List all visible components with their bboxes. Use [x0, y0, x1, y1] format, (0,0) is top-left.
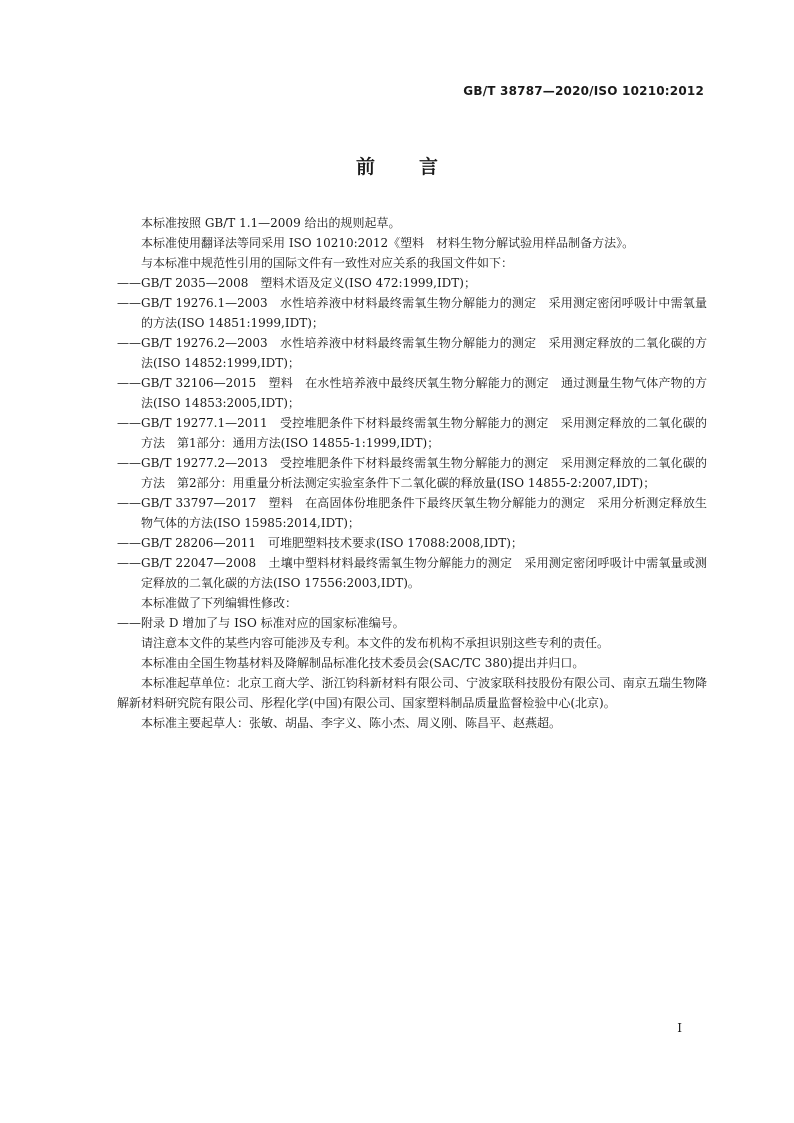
- document-body: [117, 213, 707, 733]
- paragraph-committee: 本标准由全国生物基材料及降解制品标准化技术委员会(SAC/TC 380)提出并归口。: [141, 656, 585, 670]
- reference-item: ——GB/T 28206—2011 可堆肥塑料技术要求(ISO 17088:2008,IDT)；: [117, 536, 523, 550]
- page-number: I: [677, 1021, 682, 1035]
- edit-item: ——附录 D 增加了与 ISO 标准对应的国家标准编号。: [117, 616, 405, 630]
- paragraph-drafting-units: 本标准起草单位：北京工商大学、浙江钧科新材料有限公司、宁波家联科技股份有限公司、南京五瑞生物降解新材料研究院有限公司、彤程化学(中国)有限公司、国家塑料制品质量监督检验中心(北京)。: [117, 676, 707, 710]
- reference-item: ——GB/T 33797—2017 塑料 在高固体份堆肥条件下最终厌氧生物分解能力的测定 采用分析测定释放生物气体的方法(ISO 15985:2014,IDT)；: [117, 496, 707, 530]
- paragraph-adoption: 本标准使用翻译法等同采用 ISO 10210:2012《塑料 材料生物分解试验用样品制备方法》。: [141, 236, 635, 250]
- paragraph-patent-notice: 请注意本文件的某些内容可能涉及专利。本文件的发布机构不承担识别这些专利的责任。: [141, 636, 610, 650]
- page-title: 前言: [355, 156, 482, 178]
- reference-item: ——GB/T 2035—2008 塑料术语及定义(ISO 472:1999,IDT)；: [117, 276, 476, 290]
- reference-item: ——GB/T 19277.2—2013 受控堆肥条件下材料最终需氧生物分解能力的测定 采用测定释放的二氧化碳的方法 第2部分：用重量分析法测定实验室条件下二氧化碳的释放量(ISO 14855-2:2007,IDT)；: [117, 456, 707, 490]
- paragraph-references-intro: 与本标准中规范性引用的国际文件有一致性对应关系的我国文件如下：: [141, 256, 514, 270]
- reference-item: ——GB/T 19277.1—2011 受控堆肥条件下材料最终需氧生物分解能力的测定 采用测定释放的二氧化碳的方法 第1部分：通用方法(ISO 14855-1:1999,IDT)；: [117, 416, 707, 450]
- reference-item: ——GB/T 32106—2015 塑料 在水性培养液中最终厌氧生物分解能力的测定 通过测量生物气体产物的方法(ISO 14853:2005,IDT)；: [117, 376, 707, 410]
- paragraph-drafters: 本标准主要起草人：张敏、胡晶、李字义、陈小杰、周义刚、陈昌平、赵燕超。: [141, 716, 562, 730]
- reference-item: ——GB/T 19276.1—2003 水性培养液中材料最终需氧生物分解能力的测定 采用测定密闭呼吸计中需氧量的方法(ISO 14851:1999,IDT)；: [117, 296, 707, 330]
- document-code: GB/T 38787—2020/ISO 10210:2012: [463, 84, 704, 98]
- paragraph-drafting-rules: 本标准按照 GB/T 1.1—2009 给出的规则起草。: [141, 216, 401, 230]
- reference-item: ——GB/T 22047—2008 土壤中塑料材料最终需氧生物分解能力的测定 采用测定密闭呼吸计中需氧量或测定释放的二氧化碳的方法(ISO 17556:2003,IDT)。: [117, 556, 707, 590]
- paragraph-edit-intro: 本标准做了下列编辑性修改：: [141, 596, 298, 610]
- reference-item: ——GB/T 19276.2—2003 水性培养液中材料最终需氧生物分解能力的测定 采用测定释放的二氧化碳的方法(ISO 14852:1999,IDT)；: [117, 336, 707, 370]
